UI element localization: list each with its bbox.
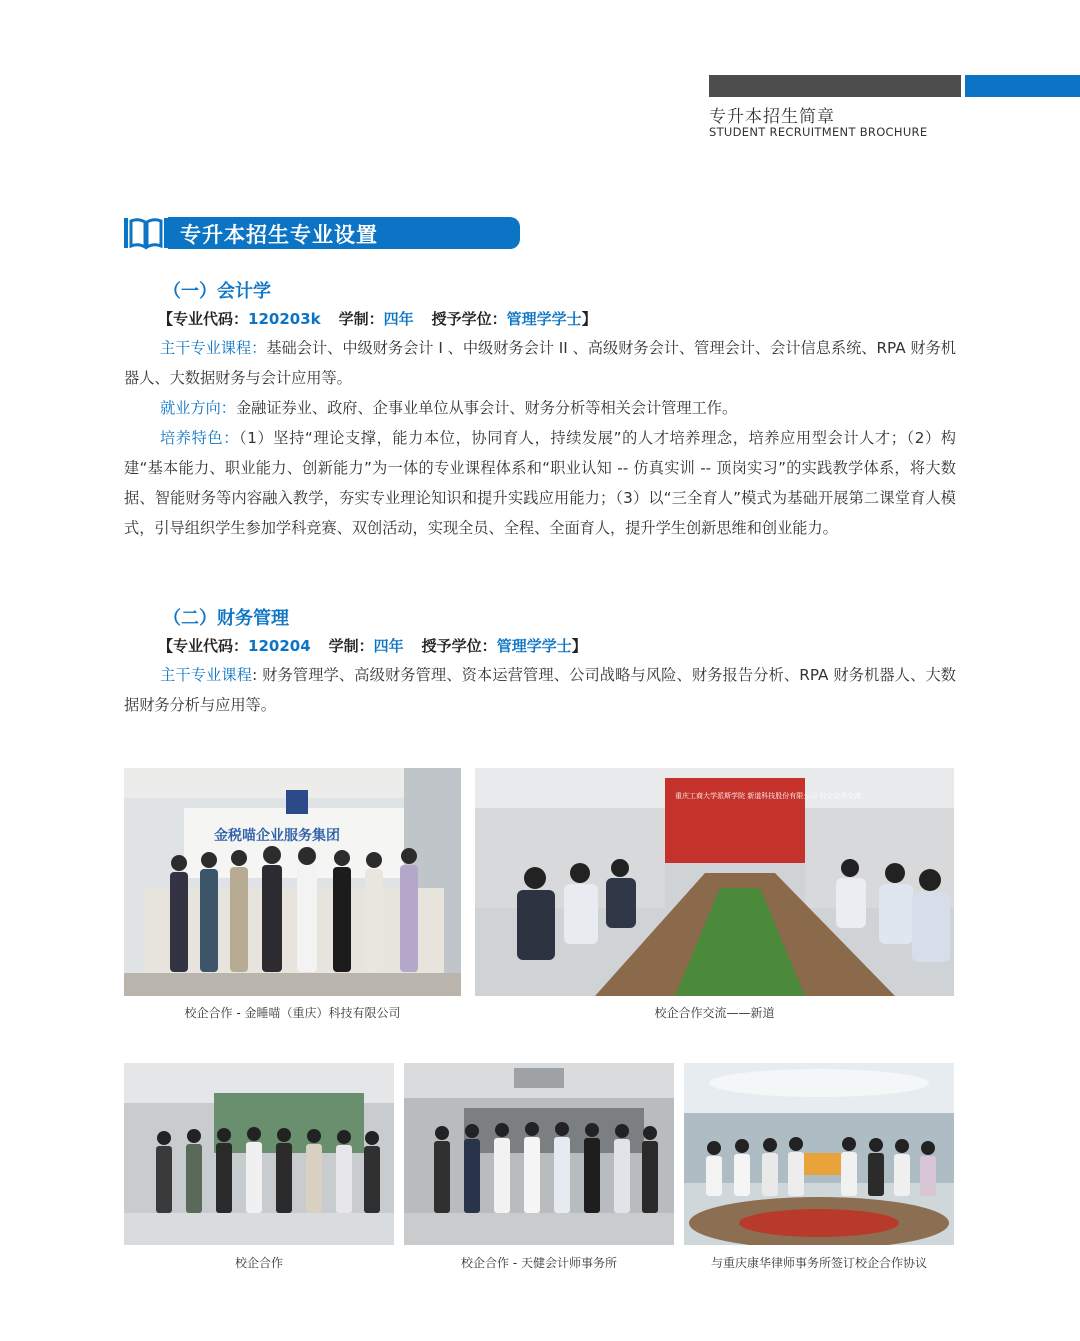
major-code: 120203k: [248, 310, 321, 328]
major-meta: 【专业代码：120204 学制：四年 授予学位：管理学学士】: [158, 637, 587, 655]
photo-meeting-room: [475, 768, 954, 996]
major-duration: 四年: [373, 637, 404, 655]
brochure-title: 专升本招生简章: [709, 107, 835, 127]
courses-paragraph: [124, 333, 956, 393]
major-degree: 管理学学士: [506, 310, 582, 328]
career-paragraph: [124, 393, 956, 423]
photo-caption: 校企合作交流——新道: [654, 1006, 775, 1020]
major-heading: （一）会计学: [163, 281, 271, 302]
brochure-subtitle: STUDENT RECRUITMENT BROCHURE: [709, 125, 928, 139]
open-book-icon: [124, 214, 168, 252]
major-code: 120204: [248, 637, 311, 655]
duration-label: 学制：: [328, 637, 374, 655]
code-label: 【专业代码：: [158, 637, 249, 655]
degree-label: 授予学位：: [421, 637, 497, 655]
sign-text: 金税喵企业服务集团: [214, 828, 340, 844]
photo-caption: 校企合作 - 金睡喵（重庆）科技有限公司: [184, 1006, 401, 1020]
major-heading: （二）财务管理: [163, 608, 289, 629]
photo-caption: 校企合作 - 天健会计师事务所: [461, 1256, 617, 1270]
major-meta: 【专业代码：120203k 学制：四年 授予学位：管理学学士】: [158, 310, 597, 328]
header-blue-bar: [965, 75, 1080, 97]
career-text: 金融证券业、政府、企事业单位从事会计、财务分析等相关会计管理工作。: [235, 399, 738, 417]
photo-group-company: [124, 768, 461, 996]
major-degree: 管理学学士: [496, 637, 572, 655]
major-duration: 四年: [383, 310, 414, 328]
feature-text: （1）坚持“理论支撑，能力本位，协同育人，持续发展”的人才培养理念，培养应用型会计人才；（2）构建“基本能力、职业能力、创新能力”为一体的专业课程体系和“职业认知 -- 仿真实训 -- 顶岗实习”的实践教学体系，将大数据、智能财务等内容融入教学，夯实专业理论知识和提升实践应用能力；（3）以“三全育人”模式为基础开展第二课堂育人模式，引导组织学生参加学科竞赛、双创活动，实现全员、全程、全面育人，提升学生创新思维和创业能力。: [124, 429, 956, 537]
courses-paragraph: [124, 660, 956, 720]
section-title: 专升本招生专业设置: [180, 223, 378, 247]
courses-label: 主干专业课程：: [160, 339, 267, 357]
feature-paragraph: [124, 423, 956, 543]
photo-caption: 与重庆康华律师事务所签订校企合作协议: [710, 1256, 927, 1270]
photo-law-firm-signing: [684, 1063, 954, 1245]
header-gray-bar: [709, 75, 961, 97]
screen-text: 重庆工商大学派斯学院 新道科技股份有限公司 校企合作交流: [675, 792, 862, 800]
career-label: 就业方向：: [160, 399, 236, 417]
degree-label: 授予学位：: [431, 310, 507, 328]
photo-caption: 校企合作: [234, 1256, 283, 1270]
photo-accounting-firm: [404, 1063, 674, 1245]
courses-text: 基础会计、中级财务会计 I 、中级财务会计 II 、高级财务会计、管理会计、会计信息系统、RPA 财务机器人、大数据财务与会计应用等。: [124, 339, 956, 387]
feature-label: 培养特色：: [160, 429, 240, 447]
courses-text: : 财务管理学、高级财务管理、资本运营管理、公司战略与风险、财务报告分析、RPA 财务机器人、大数据财务分析与应用等。: [124, 666, 956, 714]
courses-label: 主干专业课程: [160, 666, 253, 684]
photo-cooperation-group: [124, 1063, 394, 1245]
code-label: 【专业代码：: [158, 310, 249, 328]
duration-label: 学制：: [338, 310, 384, 328]
